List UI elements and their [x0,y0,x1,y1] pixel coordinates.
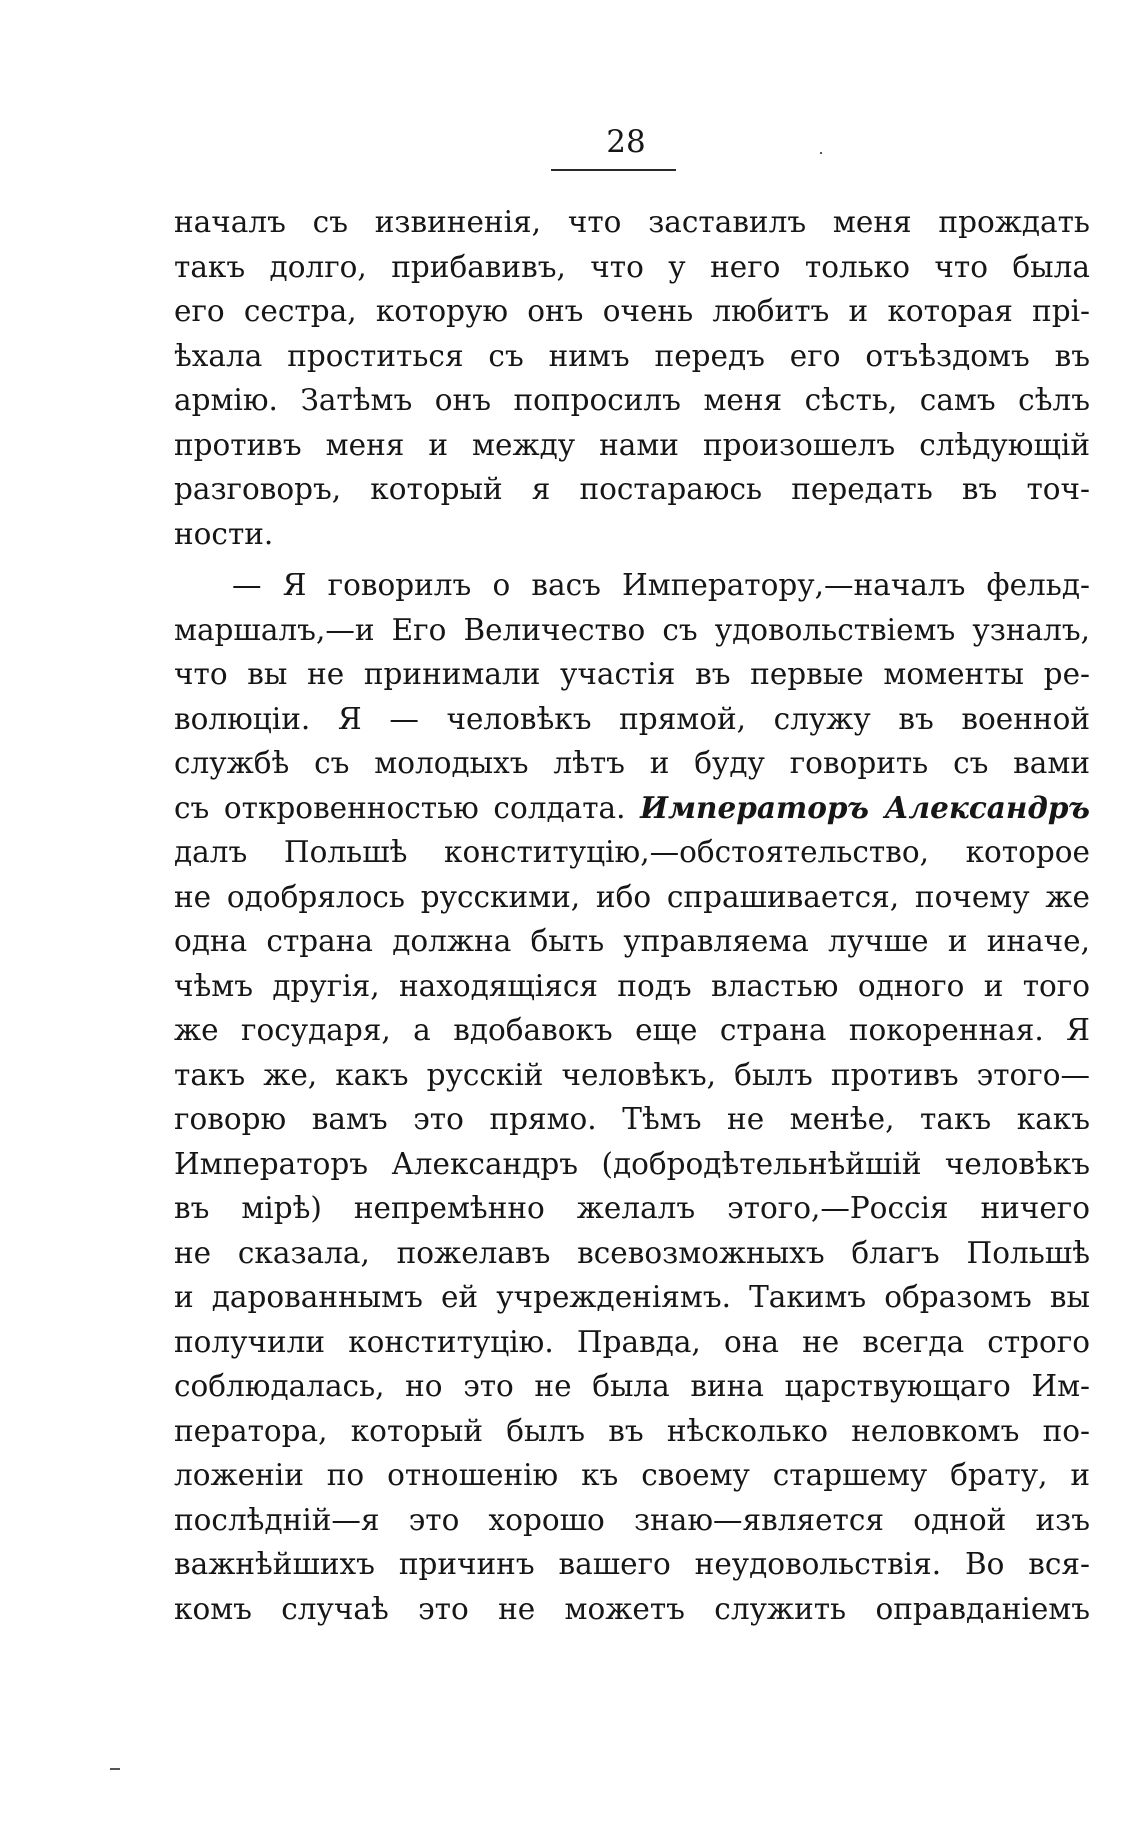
text-line [174,1008,1090,1053]
text-segment: армію. Затѣмъ онъ попросилъ меня сѣсть, самъ сѣлъ [174,383,1090,417]
text-segment: ѣхала проститься съ нимъ передъ его отъѣздомъ въ [174,338,1090,373]
text-line [174,1142,1090,1187]
text-segment: не сказала, пожелавъ всевозможныхъ благъ Польшѣ [174,1235,1090,1270]
text-line [174,200,1090,245]
text-segment: разговоръ, который я постараюсь передать въ точ- [174,472,1090,506]
body-text [174,200,1090,1631]
text-line [174,1453,1090,1498]
scan-speck [820,152,822,154]
text-segment: такъ же, какъ русскій человѣкъ, былъ противъ этого— [174,1057,1090,1092]
text-segment: одна страна должна быть управляема лучше и иначе, [174,924,1090,958]
text-segment: говорю вамъ это прямо. Тѣмъ не менѣе, такъ какъ [174,1102,1090,1136]
text-line [174,741,1090,786]
italic-name: Императоръ Александръ [640,789,1090,825]
text-line [174,1231,1090,1276]
text-segment: комъ случаѣ это не можетъ служить оправданіемъ [174,1591,1090,1626]
text-line [174,786,1090,831]
text-line [174,830,1090,875]
text-segment: такъ долго, прибавивъ, что у него только что была [174,249,1090,284]
page-number-rule [551,169,676,171]
text-line [174,423,1090,468]
text-line [174,875,1090,920]
text-line [174,1409,1090,1454]
text-segment: началъ съ извиненія, что заставилъ меня прождать [174,205,1090,239]
text-segment: не одобрялось русскими, ибо спрашивается, почему же [174,879,1090,914]
text-line [174,563,1090,608]
paragraph-gap [174,556,1090,563]
text-line [174,697,1090,742]
text-segment: его сестра, которую онъ очень любитъ и которая прі- [174,294,1090,328]
text-line [174,334,1090,379]
text-line [174,1587,1090,1632]
text-segment: далъ Польшѣ конституцію,—обстоятельство, которое [174,835,1090,869]
text-segment: маршалъ,—и Его Величество съ удовольствіемъ узналъ, [174,612,1090,647]
text-segment: что вы не принимали участія въ первые моменты ре- [174,657,1090,691]
text-segment: волюціи. Я — человѣкъ прямой, служу въ военной [174,701,1090,736]
text-segment: ложеніи по отношенію къ своему старшему брату, и [174,1458,1090,1492]
text-segment: ператора, который былъ въ нѣсколько неловкомъ по- [174,1413,1090,1448]
text-segment: Императоръ Александръ (добродѣтельнѣйшій человѣкъ [174,1146,1090,1181]
text-segment: послѣдній—я это хорошо знаю—является одной изъ [174,1502,1090,1537]
text-segment: же государя, а вдобавокъ еще страна покоренная. Я [174,1013,1090,1047]
text-line [174,1320,1090,1365]
text-line [174,1275,1090,1320]
text-line [174,1186,1090,1231]
text-segment: противъ меня и между нами произошелъ слѣдующій [174,427,1090,462]
text-line [174,1498,1090,1543]
text-segment: ности. [174,516,274,551]
scan-speck [110,1768,120,1770]
text-line [174,1542,1090,1587]
text-segment: и дарованнымъ ей учрежденіямъ. Такимъ образомъ вы [174,1280,1090,1314]
text-segment: важнѣйшихъ причинъ вашего неудовольствія. Во вся- [174,1547,1090,1581]
text-segment: соблюдалась, но это не была вина царствующаго Им- [174,1369,1090,1403]
text-segment: получили конституцію. Правда, она не всегда строго [174,1324,1090,1359]
text-line [174,1097,1090,1142]
text-line [174,964,1090,1009]
text-segment: службѣ съ молодыхъ лѣтъ и буду говорить съ вами [174,746,1090,780]
text-line [174,919,1090,964]
text-line [174,378,1090,423]
text-line [174,1364,1090,1409]
page-number: 28 [606,124,646,160]
text-segment: въ мірѣ) непремѣнно желалъ этого,—Россія ничего [174,1191,1090,1225]
text-line [174,289,1090,334]
text-line [174,245,1090,290]
text-line [174,512,1090,557]
text-segment: съ откровенностью солдата. [174,790,641,825]
text-segment: чѣмъ другія, находящіяся подъ властью одного и того [174,968,1090,1003]
text-line [174,608,1090,653]
text-line [174,1053,1090,1098]
text-line [174,467,1090,512]
text-line [174,652,1090,697]
text-segment: — Я говорилъ о васъ Императору,—началъ фельд- [232,568,1090,602]
